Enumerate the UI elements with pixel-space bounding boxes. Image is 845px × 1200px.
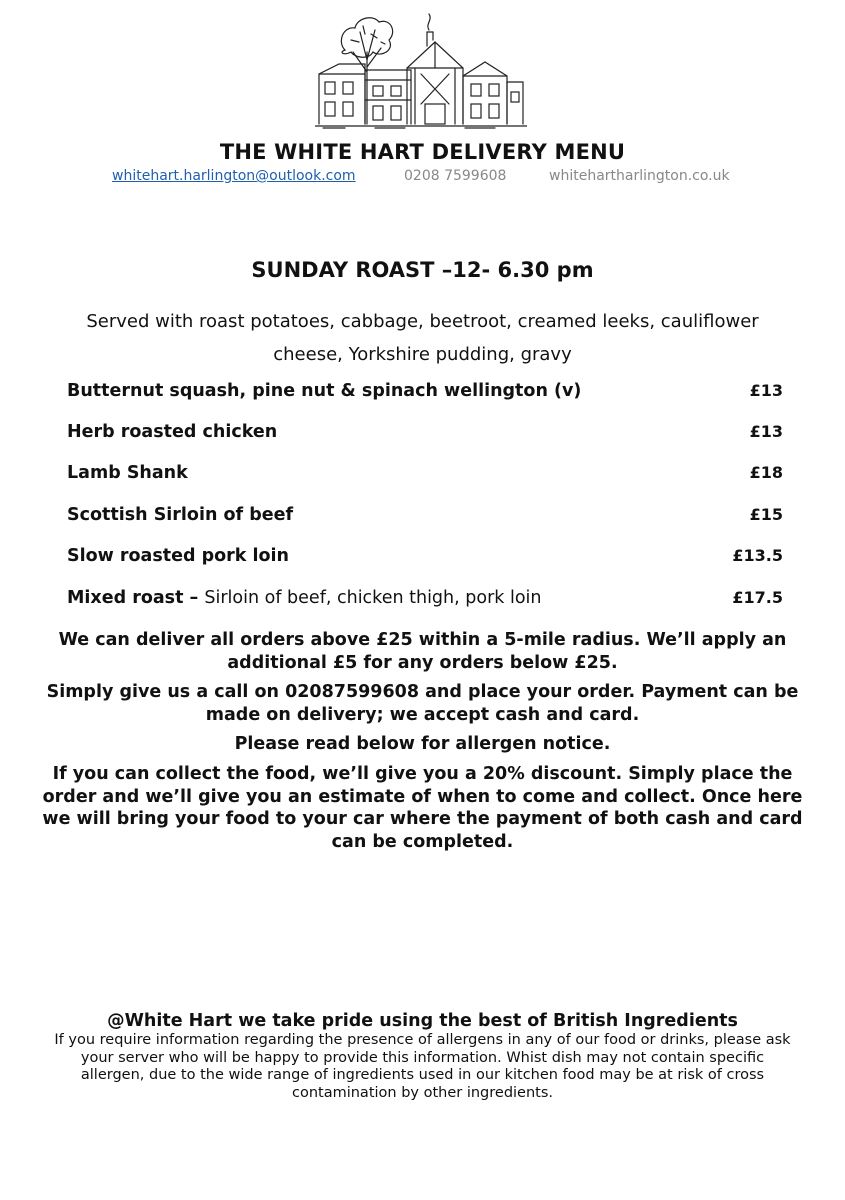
email-link[interactable]: whitehart.harlington@outlook.com (112, 168, 356, 184)
menu-item-price: £17.5 (732, 588, 783, 607)
allergen-information: If you require information regarding the presence of allergens in any of our food or drinks, please ask your server who will be happy to provide this information. Whist dish may not contain specific allergen, due to the wide range of ingredients used in our kitchen food may be at risk of cross contamination by other ingredients. (54, 1032, 791, 1101)
menu-item-mixed-roast (67, 588, 541, 608)
menu-item-price: £13 (749, 381, 783, 400)
menu-item-name: Scottish Sirloin of beef (67, 505, 294, 525)
served-with-text: Served with roast potatoes, cabbage, beetroot, creamed leeks, cauliflower cheese, Yorkshire pudding, gravy (86, 311, 759, 365)
white-hart-pub-sketch-logo (315, 12, 527, 130)
allergen-pointer: Please read below for allergen notice. (234, 734, 611, 754)
menu-item-price: £13 (749, 422, 783, 441)
menu-item-price: £15 (749, 505, 783, 524)
menu-title: THE WHITE HART DELIVERY MENU (219, 140, 626, 164)
website-text: whitehartharlington.co.uk (549, 168, 730, 184)
menu-item-description: Sirloin of beef, chicken thigh, pork loin (204, 588, 542, 608)
section-title: SUNDAY ROAST –12- 6.30 pm (251, 258, 594, 282)
menu-item-name: Lamb Shank (67, 463, 188, 483)
delivery-notice: We can deliver all orders above £25 within a 5-mile radius. We’ll apply an additional £5 for any orders below £25. (58, 630, 787, 673)
phone-number: 0208 7599608 (404, 168, 507, 184)
british-ingredients-heading: @White Hart we take pride using the best of British Ingredients (107, 1011, 738, 1031)
menu-item-name: Slow roasted pork loin (67, 546, 290, 566)
menu-item-name: Butternut squash, pine nut & spinach wellington (v) (67, 381, 582, 401)
menu-item-name: Mixed roast – (67, 588, 199, 608)
call-notice: Simply give us a call on 02087599608 and place your order. Payment can be made on delivery; we accept cash and card. (46, 682, 799, 725)
menu-item-price: £13.5 (732, 546, 783, 565)
menu-item-price: £18 (749, 463, 783, 482)
collection-discount-notice: If you can collect the food, we’ll give you a 20% discount. Simply place the order and we’ll give you an estimate of when to come and collect. Once here we will bring your food to your car where the payment of both cash and card can be completed. (42, 764, 803, 852)
menu-item-name: Herb roasted chicken (67, 422, 278, 442)
